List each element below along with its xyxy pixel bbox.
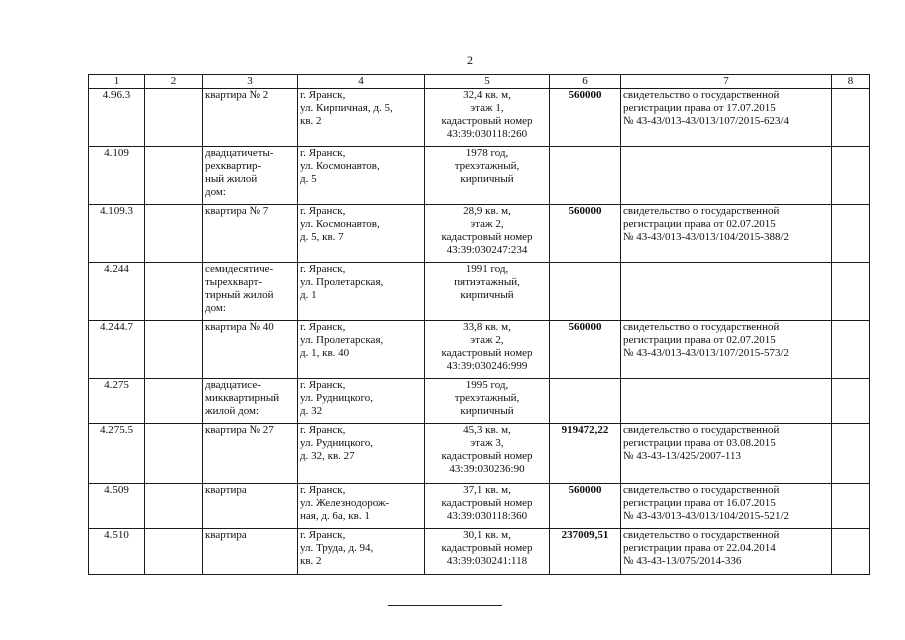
cell-document-line: № 43-43/013-43/013/104/2015-521/2 [623,510,790,522]
cell-col2 [145,321,203,379]
cell-number: 4.275.5 [89,424,145,484]
cell-number: 4.510 [89,529,145,575]
table-row [89,147,870,205]
page-number: 2 [467,53,473,67]
cell-address [298,484,425,529]
cell-col2 [145,263,203,321]
column-header: 5 [425,75,550,89]
cell-characteristics-line: трехэтажный, [454,392,520,404]
cell-address-line: кв. 2 [300,555,322,567]
cell-document-line: свидетельство о государственной [623,424,780,436]
cell-characteristics-line: кадастровый номер [441,450,533,462]
cell-characteristics [425,424,550,484]
footnote-divider [388,605,502,606]
cell-number: 4.109.3 [89,205,145,263]
cell-characteristics-line: 45,3 кв. м, [463,424,511,436]
cell-object [203,379,298,424]
cell-address [298,147,425,205]
cell-document-line: регистрации права от 17.07.2015 [623,102,776,114]
cell-object-line: квартира № 27 [205,424,274,436]
cell-document-line: № 43-43/013-43/013/107/2015-573/2 [623,347,790,359]
table-row [89,484,870,529]
cell-col8 [832,89,870,147]
cell-col8 [832,147,870,205]
cell-document-line: свидетельство о государственной [623,321,780,333]
cell-col2 [145,379,203,424]
cell-address-line: ул. Пролетарская, [300,334,384,346]
cell-characteristics-line: 43:39:030241:118 [446,555,528,567]
cell-object [203,321,298,379]
cell-characteristics-line: 43:39:030118:260 [446,128,528,140]
cell-object [203,263,298,321]
cell-characteristics [425,529,550,575]
property-table [88,74,870,575]
cell-address [298,321,425,379]
cell-object-line: ный жилой [205,173,258,185]
cell-address [298,263,425,321]
cell-address [298,529,425,575]
cell-characteristics-line: 37,1 кв. м, [463,484,511,496]
cell-address-line: д. 1 [300,289,317,301]
cell-characteristics [425,321,550,379]
cell-number: 4.509 [89,484,145,529]
cell-col8 [832,205,870,263]
cell-characteristics-line: этаж 3, [470,437,504,449]
cell-document-line: свидетельство о государственной [623,529,780,541]
cell-characteristics [425,89,550,147]
table-row [89,321,870,379]
cell-address-line: г. Яранск, [300,205,346,217]
cell-characteristics [425,379,550,424]
cell-object [203,529,298,575]
cell-characteristics [425,263,550,321]
table-row [89,263,870,321]
column-header: 4 [298,75,425,89]
cell-characteristics-line: кадастровый номер [441,347,533,359]
cell-document-line: регистрации права от 02.07.2015 [623,334,776,346]
cell-address-line: д. 32 [300,405,323,417]
cell-cost [550,263,621,321]
cell-object [203,147,298,205]
cell-cost: 560000 [550,89,621,147]
cell-object-line: дом: [205,186,226,198]
cell-characteristics-line: этаж 2, [470,218,504,230]
cell-object-line: квартира [205,484,247,496]
cell-characteristics-line: этаж 1, [470,102,504,114]
cell-document [621,321,832,379]
cell-characteristics-line: 32,4 кв. м, [463,89,511,101]
cell-characteristics-line: 28,9 кв. м, [463,205,511,217]
table-row [89,529,870,575]
cell-object [203,484,298,529]
cell-cost: 919472,22 [550,424,621,484]
cell-address-line: д. 5 [300,173,317,185]
cell-characteristics-line: кадастровый номер [441,497,533,509]
cell-col2 [145,205,203,263]
cell-document-line: свидетельство о государственной [623,89,780,101]
cell-object [203,89,298,147]
column-header: 7 [621,75,832,89]
cell-characteristics-line: кадастровый номер [441,115,533,127]
cell-address-line: ул. Рудницкого, [300,437,373,449]
cell-characteristics-line: кадастровый номер [441,542,533,554]
column-header: 1 [89,75,145,89]
cell-document [621,424,832,484]
cell-characteristics [425,147,550,205]
cell-number: 4.244 [89,263,145,321]
cell-object-line: квартира № 2 [205,89,269,101]
cell-characteristics-line: пятиэтажный, [454,276,520,288]
cell-cost: 560000 [550,484,621,529]
cell-document-line: регистрации права от 16.07.2015 [623,497,776,509]
cell-number: 4.109 [89,147,145,205]
cell-cost: 237009,51 [550,529,621,575]
cell-document-line: регистрации права от 03.08.2015 [623,437,776,449]
cell-document [621,484,832,529]
column-header: 3 [203,75,298,89]
cell-cost: 560000 [550,205,621,263]
cell-document-line: № 43-43-13/075/2014-336 [623,555,742,567]
cell-characteristics-line: 1978 год, [465,147,509,159]
cell-document [621,263,832,321]
cell-col2 [145,147,203,205]
cell-document-line: № 43-43-13/425/2007-113 [623,450,741,462]
cell-address-line: д. 5, кв. 7 [300,231,344,243]
cell-address-line: д. 32, кв. 27 [300,450,355,462]
cell-col8 [832,484,870,529]
cell-cost [550,147,621,205]
cell-address [298,89,425,147]
column-header: 6 [550,75,621,89]
table-row [89,379,870,424]
cell-address-line: ная, д. 6а, кв. 1 [300,510,370,522]
cell-address-line: г. Яранск, [300,529,346,541]
cell-characteristics-line: 30,1 кв. м, [463,529,511,541]
cell-document [621,379,832,424]
cell-col8 [832,529,870,575]
cell-object-line: квартира [205,529,247,541]
cell-address-line: г. Яранск, [300,89,346,101]
cell-object-line: семидесятиче- [205,263,274,275]
cell-document-line: свидетельство о государственной [623,484,780,496]
cell-object-line: дом: [205,302,226,314]
cell-object-line: квартира № 7 [205,205,269,217]
column-header: 8 [832,75,870,89]
cell-characteristics-line: 33,8 кв. м, [463,321,511,333]
cell-col2 [145,424,203,484]
cell-address-line: ул. Кирпичная, д. 5, [300,102,393,114]
cell-cost: 560000 [550,321,621,379]
table-body [89,75,870,575]
cell-characteristics-line: кирпичный [460,289,514,301]
cell-characteristics-line: кирпичный [460,173,514,185]
table-row [89,205,870,263]
cell-address-line: г. Яранск, [300,263,346,275]
cell-address-line: г. Яранск, [300,147,346,159]
cell-document-line: № 43-43/013-43/013/107/2015-623/4 [623,115,790,127]
table-row [89,424,870,484]
cell-characteristics-line: этаж 2, [470,334,504,346]
cell-address [298,424,425,484]
cell-characteristics-line: 43:39:030118:360 [446,510,528,522]
cell-characteristics-line: 1991 год, [465,263,509,275]
cell-address-line: г. Яранск, [300,321,346,333]
cell-object [203,205,298,263]
cell-address-line: кв. 2 [300,115,322,127]
cell-address-line: г. Яранск, [300,424,346,436]
cell-col8 [832,263,870,321]
cell-address-line: д. 1, кв. 40 [300,347,350,359]
cell-document-line: регистрации права от 22.04.2014 [623,542,776,554]
column-header: 2 [145,75,203,89]
cell-object-line: жилой дом: [205,405,260,417]
cell-col2 [145,484,203,529]
cell-document-line: регистрации права от 02.07.2015 [623,218,776,230]
cell-characteristics-line: 43:39:030236:90 [449,463,525,475]
cell-object-line: рехквартир- [205,160,262,172]
cell-object-line: тырехкварт- [205,276,263,288]
cell-address [298,205,425,263]
cell-characteristics [425,205,550,263]
cell-address-line: ул. Пролетарская, [300,276,384,288]
cell-document [621,89,832,147]
cell-object-line: тирный жилой [205,289,274,301]
cell-number: 4.96.3 [89,89,145,147]
cell-document [621,147,832,205]
cell-document [621,205,832,263]
cell-address-line: ул. Космонавтов, [300,160,380,172]
cell-characteristics-line: трехэтажный, [454,160,520,172]
cell-characteristics-line: 43:39:030247:234 [446,244,528,256]
cell-object-line: микквартирный [205,392,280,404]
cell-characteristics-line: кадастровый номер [441,231,533,243]
cell-characteristics-line: 1995 год, [465,379,509,391]
table-row [89,89,870,147]
cell-characteristics-line: кирпичный [460,405,514,417]
cell-document [621,529,832,575]
cell-col2 [145,529,203,575]
cell-address-line: г. Яранск, [300,379,346,391]
cell-address-line: г. Яранск, [300,484,346,496]
cell-col2 [145,89,203,147]
cell-cost [550,379,621,424]
cell-address [298,379,425,424]
cell-object [203,424,298,484]
cell-object-line: двадцатисе- [205,379,261,391]
cell-characteristics-line: 43:39:030246:999 [446,360,528,372]
cell-characteristics [425,484,550,529]
cell-document-line: № 43-43/013-43/013/104/2015-388/2 [623,231,790,243]
cell-number: 4.275 [89,379,145,424]
cell-col8 [832,321,870,379]
cell-address-line: ул. Труда, д. 94, [300,542,374,554]
cell-address-line: ул. Железнодорож- [300,497,390,509]
cell-col8 [832,379,870,424]
column-header-row [89,75,870,89]
cell-address-line: ул. Космонавтов, [300,218,380,230]
cell-col8 [832,424,870,484]
cell-number: 4.244.7 [89,321,145,379]
cell-object-line: двадцатичеты- [205,147,274,159]
cell-document-line: свидетельство о государственной [623,205,780,217]
cell-object-line: квартира № 40 [205,321,274,333]
cell-address-line: ул. Рудницкого, [300,392,373,404]
